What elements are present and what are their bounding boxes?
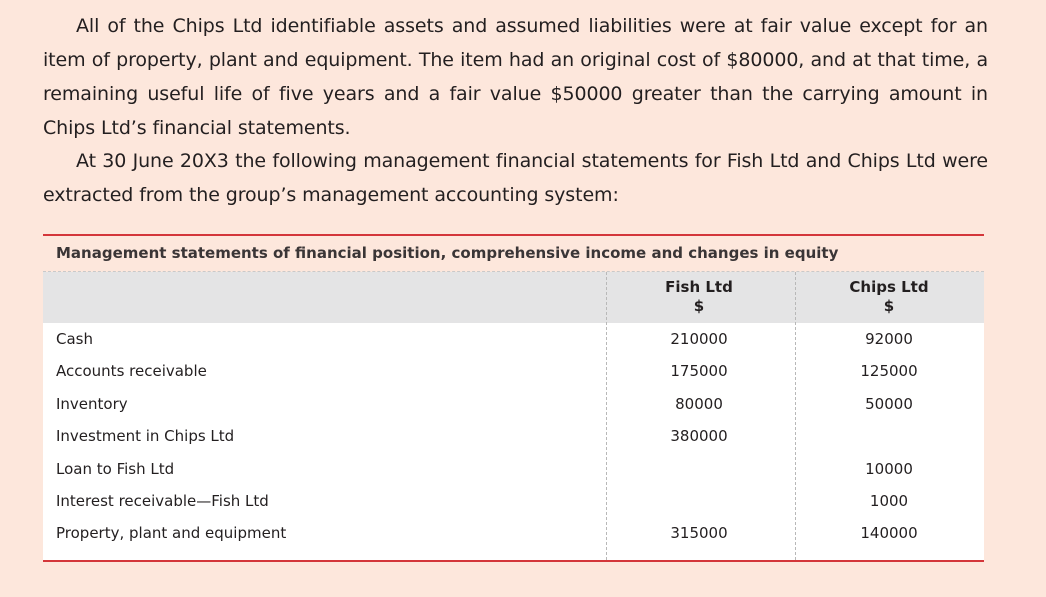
fish-ltd-value: 210000 [670, 330, 728, 348]
table-row [43, 518, 984, 550]
extract-paragraph: At 30 June 20X3 the following management financial statements for Fish Ltd and Chips Ltd were extracted from the group’s management accounting system: [43, 150, 988, 206]
row-label: Loan to Fish Ltd [56, 459, 175, 478]
chips-ltd-value: 125000 [860, 362, 918, 381]
row-label: Cash [56, 330, 93, 348]
financial-statements-table [43, 234, 984, 562]
column-header-name: Chips Ltd [849, 278, 929, 296]
fish-ltd-value: 175000 [670, 362, 728, 381]
row-label: Inventory [56, 394, 128, 413]
chips-ltd-value: 140000 [860, 524, 918, 543]
table-row [43, 324, 984, 356]
row-label: Property, plant and equipment [56, 524, 287, 543]
table-caption-bar [43, 236, 984, 272]
column-header-fish-ltd [619, 278, 779, 316]
column-header-chips-ltd [809, 278, 969, 316]
column-header-unit: $ [693, 297, 705, 315]
chips-ltd-value: 10000 [865, 459, 913, 478]
intro-paragraph: All of the Chips Ltd identifiable assets and assumed liabilities were at fair value except for an item of property, plant and equipment. The item had an original cost of $80000, and at that time, a remaining useful life of five years and a fair value $50000 greater than the carrying amount in Chips Ltd’s financial statements. [43, 15, 988, 139]
chips-ltd-value: 1000 [869, 491, 909, 510]
row-label: Investment in Chips Ltd [56, 427, 235, 446]
table-body [43, 324, 984, 551]
row-label: Accounts receivable [56, 362, 207, 381]
fish-ltd-value: 80000 [675, 394, 723, 413]
table-header-row [43, 272, 984, 323]
table-row [43, 454, 984, 486]
fish-ltd-value: 380000 [670, 427, 728, 446]
table-caption: Management statements of financial position, comprehensive income and changes in equity [56, 244, 839, 262]
table-row [43, 389, 984, 421]
column-header-name: Fish Ltd [665, 278, 733, 296]
chips-ltd-value: 50000 [865, 394, 913, 413]
chips-ltd-value: 92000 [865, 330, 913, 348]
row-label: Interest receivable—Fish Ltd [56, 491, 269, 510]
table-row [43, 421, 984, 453]
fish-ltd-value: 315000 [670, 524, 728, 543]
column-header-unit: $ [883, 297, 895, 315]
table-row [43, 486, 984, 518]
table-row [43, 356, 984, 388]
